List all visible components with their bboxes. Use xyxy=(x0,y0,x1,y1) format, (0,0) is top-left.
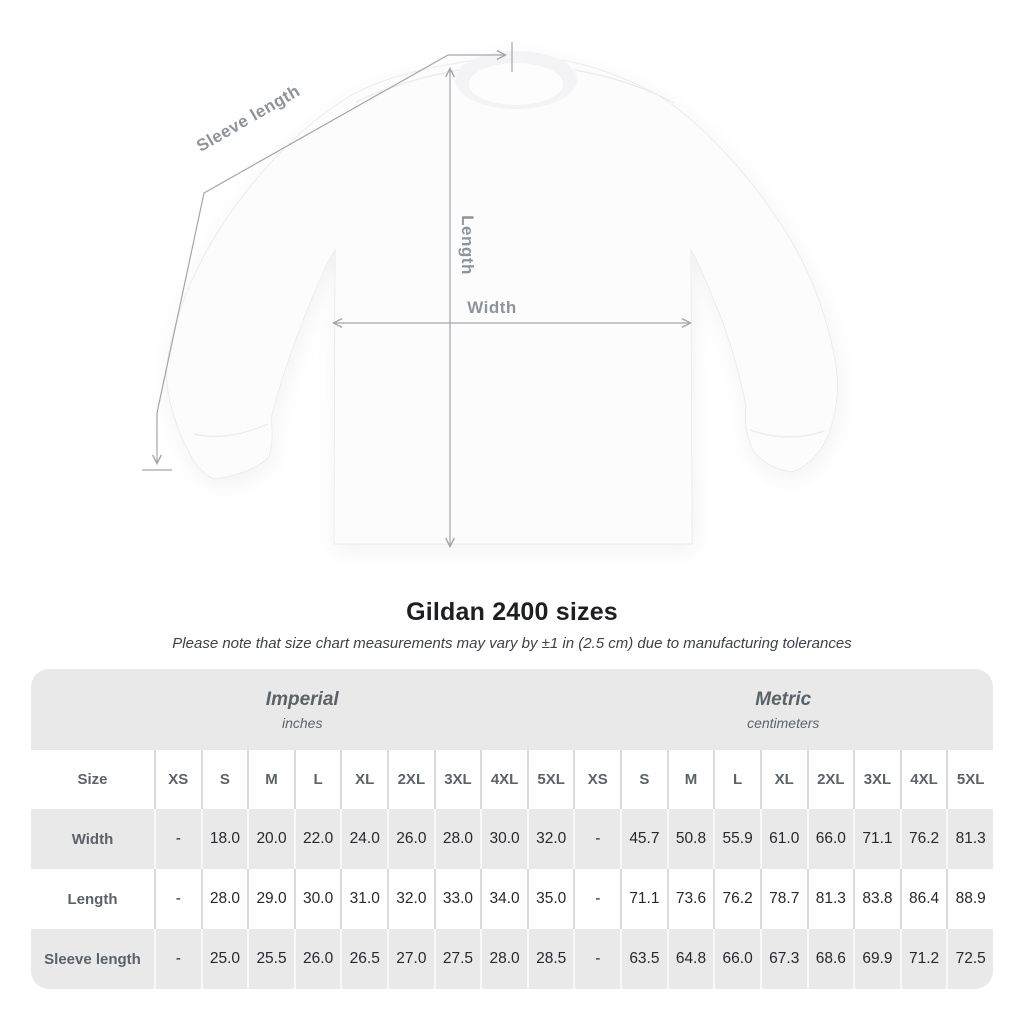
imperial-group-unit: inches xyxy=(282,714,323,731)
value-cell: 86.4 xyxy=(900,869,947,929)
column-header-imperial-5xl: 5XL xyxy=(527,750,574,809)
size-table xyxy=(31,669,993,989)
metric-group-header xyxy=(573,669,993,750)
value-cell: 66.0 xyxy=(713,929,760,989)
value-cell: 83.8 xyxy=(853,869,900,929)
size-header-row xyxy=(31,750,993,809)
value-cell: - xyxy=(154,929,201,989)
value-cell: 28.0 xyxy=(480,929,527,989)
column-header-metric-xl: XL xyxy=(760,750,807,809)
metric-group-unit: centimeters xyxy=(747,714,820,731)
value-cell: 28.0 xyxy=(434,809,481,869)
column-header-imperial-4xl: 4XL xyxy=(480,750,527,809)
row-label: Width xyxy=(71,830,114,848)
value-cell: 32.0 xyxy=(387,869,434,929)
value-cell: 45.7 xyxy=(620,809,667,869)
value-cell: - xyxy=(573,929,620,989)
width-row xyxy=(31,809,993,869)
value-cell: 68.6 xyxy=(807,929,854,989)
value-cell: 81.3 xyxy=(946,809,993,869)
value-cell: 76.2 xyxy=(713,869,760,929)
width-label: Width xyxy=(467,298,517,317)
value-cell: 35.0 xyxy=(527,869,574,929)
tolerance-note: Please note that size chart measurements may vary by ±1 in (2.5 cm) due to manufacturing tolerances xyxy=(172,635,852,652)
value-cell: - xyxy=(154,809,201,869)
value-cell: 26.0 xyxy=(387,809,434,869)
value-cell: 25.0 xyxy=(201,929,248,989)
value-cell: 64.8 xyxy=(667,929,714,989)
value-cell: 50.8 xyxy=(667,809,714,869)
value-cell: 27.0 xyxy=(387,929,434,989)
metric-group-name: Metric xyxy=(755,688,812,710)
value-cell: 71.1 xyxy=(853,809,900,869)
sleeve-length-row xyxy=(31,929,993,989)
size-table-card xyxy=(31,669,993,989)
value-cell: 28.5 xyxy=(527,929,574,989)
value-cell: 26.0 xyxy=(294,929,341,989)
value-cell: 33.0 xyxy=(434,869,481,929)
value-cell: 27.5 xyxy=(434,929,481,989)
value-cell: 61.0 xyxy=(760,809,807,869)
value-cell: 69.9 xyxy=(853,929,900,989)
value-cell: 78.7 xyxy=(760,869,807,929)
column-header-metric-2xl: 2XL xyxy=(807,750,854,809)
value-cell: 31.0 xyxy=(340,869,387,929)
value-cell: - xyxy=(573,809,620,869)
column-header-metric-5xl: 5XL xyxy=(946,750,993,809)
column-header-metric-3xl: 3XL xyxy=(853,750,900,809)
value-cell: 30.0 xyxy=(294,869,341,929)
value-cell: 20.0 xyxy=(247,809,294,869)
value-cell: 71.1 xyxy=(620,869,667,929)
value-cell: 28.0 xyxy=(201,869,248,929)
value-cell: 25.5 xyxy=(247,929,294,989)
collar-inner xyxy=(469,63,563,105)
value-cell: 76.2 xyxy=(900,809,947,869)
value-cell: 73.6 xyxy=(667,869,714,929)
value-cell: 26.5 xyxy=(340,929,387,989)
size-column-header: Size xyxy=(31,750,154,809)
column-header-imperial-xl: XL xyxy=(340,750,387,809)
column-header-metric-s: S xyxy=(620,750,667,809)
value-cell: 29.0 xyxy=(247,869,294,929)
column-header-metric-xs: XS xyxy=(573,750,620,809)
value-cell: 72.5 xyxy=(946,929,993,989)
value-cell: 88.9 xyxy=(946,869,993,929)
length-label: Length xyxy=(458,215,477,275)
column-header-imperial-2xl: 2XL xyxy=(387,750,434,809)
column-header-metric-m: M xyxy=(667,750,714,809)
value-cell: 24.0 xyxy=(340,809,387,869)
row-label: Sleeve length xyxy=(44,950,141,968)
column-header-imperial-m: M xyxy=(247,750,294,809)
column-header-metric-l: L xyxy=(713,750,760,809)
length-row xyxy=(31,869,993,929)
value-cell: 71.2 xyxy=(900,929,947,989)
value-cell: 67.3 xyxy=(760,929,807,989)
row-label: Length xyxy=(31,869,154,929)
value-cell: 18.0 xyxy=(201,809,248,869)
value-cell: 63.5 xyxy=(620,929,667,989)
sleeve-length-label: Sleeve length xyxy=(193,81,304,156)
value-cell: 81.3 xyxy=(807,869,854,929)
column-header-imperial-s: S xyxy=(201,750,248,809)
column-header-imperial-xs: XS xyxy=(154,750,201,809)
value-cell: - xyxy=(154,869,201,929)
value-cell: 34.0 xyxy=(480,869,527,929)
column-header-metric-4xl: 4XL xyxy=(900,750,947,809)
value-cell: 32.0 xyxy=(527,809,574,869)
value-cell: 22.0 xyxy=(294,809,341,869)
page-title: Gildan 2400 sizes xyxy=(406,598,618,626)
value-cell: 55.9 xyxy=(713,809,760,869)
imperial-group-name: Imperial xyxy=(265,688,339,710)
unit-group-row xyxy=(31,669,993,750)
column-header-imperial-3xl: 3XL xyxy=(434,750,481,809)
imperial-group-header xyxy=(31,669,573,750)
value-cell: 30.0 xyxy=(480,809,527,869)
column-header-imperial-l: L xyxy=(294,750,341,809)
value-cell: 66.0 xyxy=(807,809,854,869)
value-cell: - xyxy=(573,869,620,929)
